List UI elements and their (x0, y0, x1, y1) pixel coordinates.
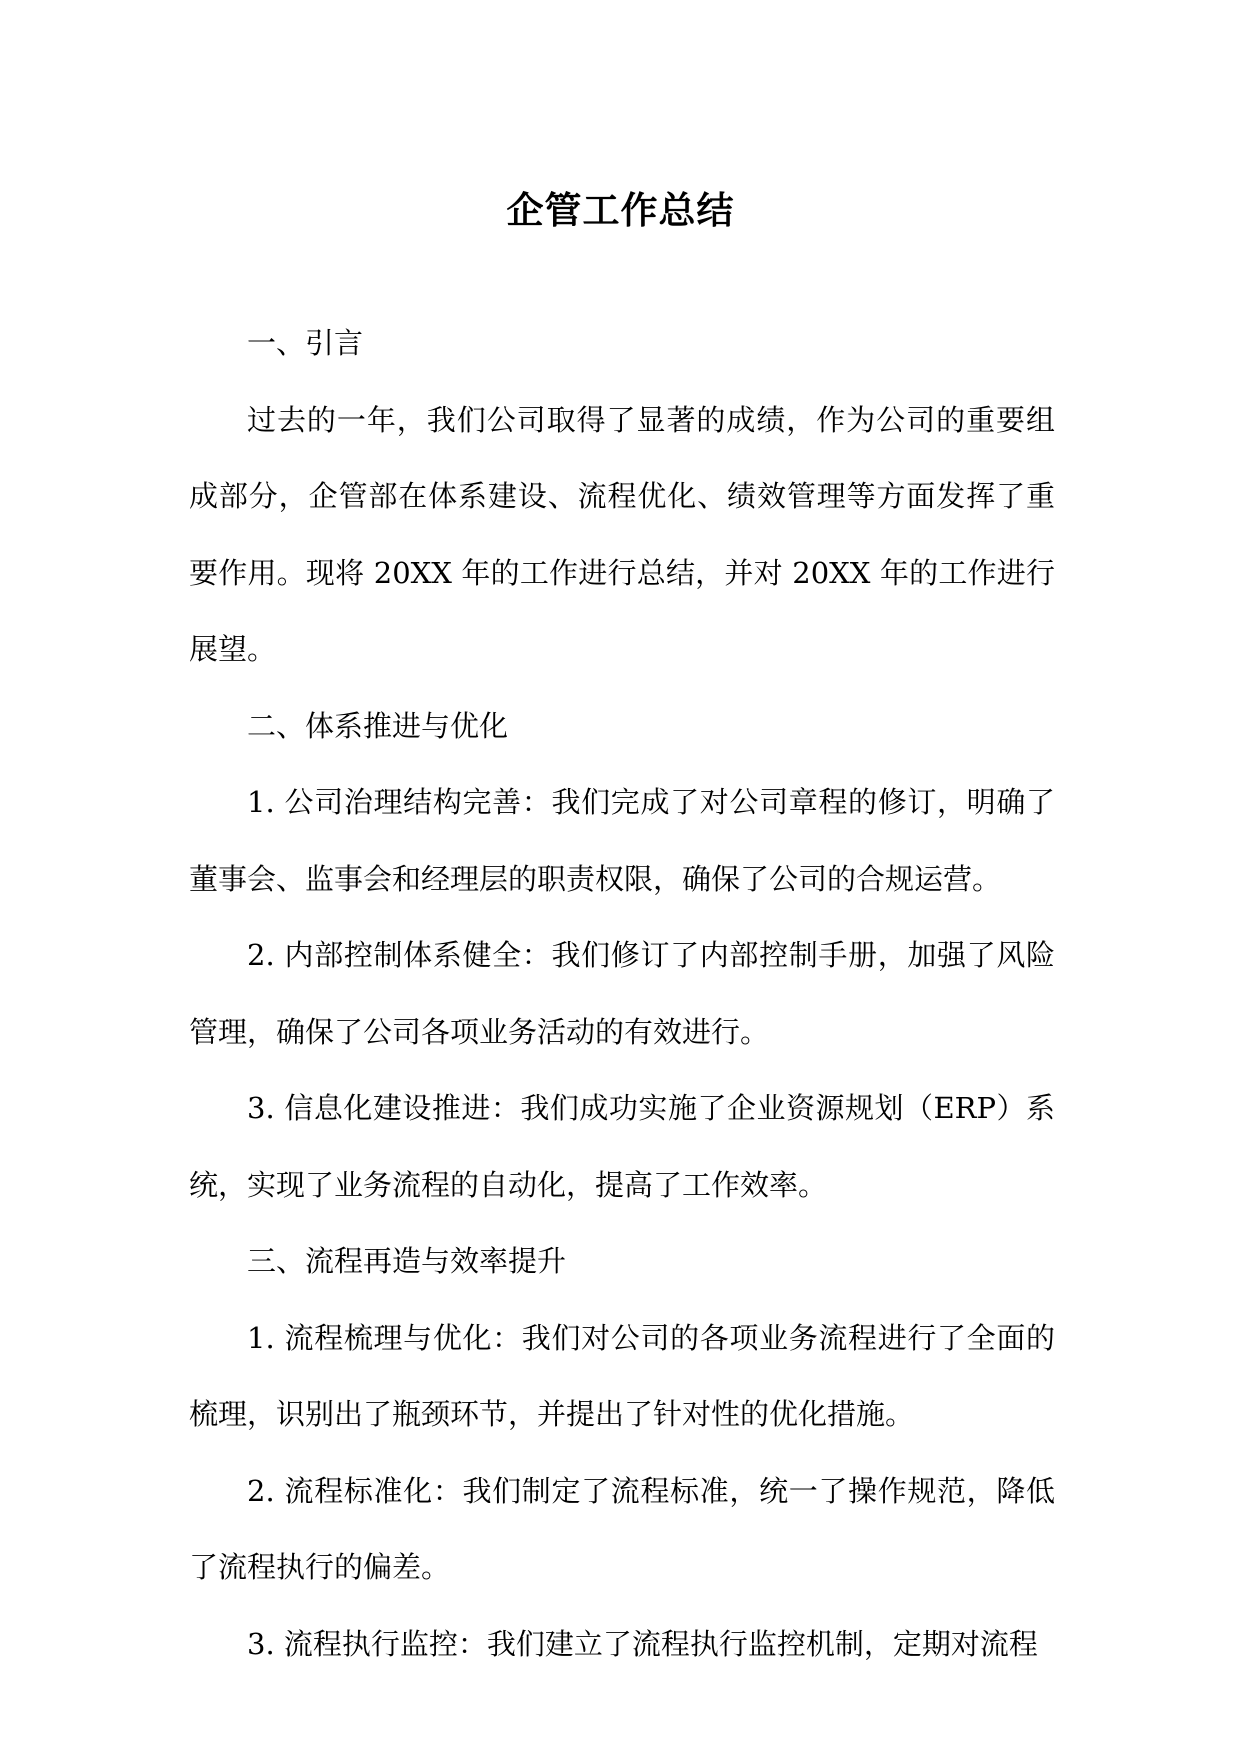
paragraph-item: 3. 流程执行监控：我们建立了流程执行监控机制，定期对流程 (247, 1626, 1038, 1661)
section-heading-system: 二、体系推进与优化 (247, 708, 509, 743)
paragraph-item: 3. 信息化建设推进：我们成功实施了企业资源规划（ERP）系统，实现了业务流程的自动化，提高了工作效率。 (189, 1091, 1055, 1202)
paragraph-item: 1. 流程梳理与优化：我们对公司的各项业务流程进行了全面的梳理，识别出了瓶颈环节，并提出了针对性的优化措施。 (189, 1320, 1055, 1431)
paragraph-item: 1. 公司治理结构完善：我们完成了对公司章程的修订，明确了董事会、监事会和经理层的职责权限，确保了公司的合规运营。 (189, 785, 1055, 896)
paragraph-item: 2. 内部控制体系健全：我们修订了内部控制手册，加强了风险管理，确保了公司各项业务活动的有效进行。 (189, 938, 1055, 1049)
document-title: 企管工作总结 (506, 188, 735, 232)
section-heading-introduction: 一、引言 (247, 326, 364, 360)
paragraph-item: 2. 流程标准化：我们制定了流程标准，统一了操作规范，降低了流程执行的偏差。 (189, 1473, 1055, 1584)
section-heading-process: 三、流程再造与效率提升 (247, 1244, 567, 1278)
document-body (189, 305, 1055, 1682)
paragraph-introduction: 过去的一年，我们公司取得了显著的成绩，作为公司的重要组成部分，企管部在体系建设、流程优化、绩效管理等方面发挥了重要作用。现将 20XX 年的工作进行总结，并对 20XX 年的工作进行展望。 (189, 402, 1055, 666)
